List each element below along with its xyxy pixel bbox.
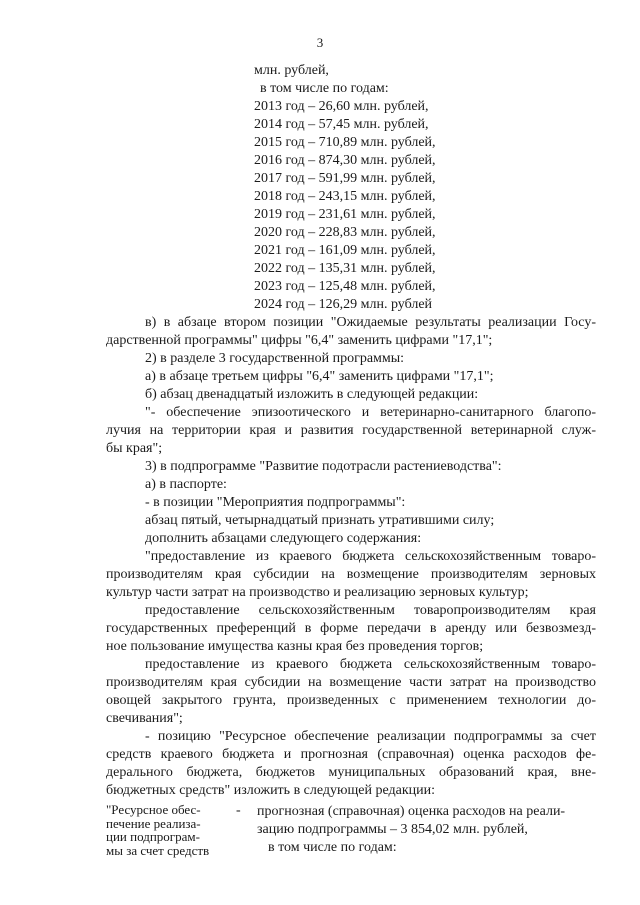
table-value-line: зацию подпрограммы – 3 854,02 млн. рублей, xyxy=(257,822,528,837)
year-line: 2016 год – 874,30 млн. рублей, xyxy=(254,153,436,168)
year-line: 2021 год – 161,09 млн. рублей, xyxy=(254,243,436,258)
year-line: 2018 год – 243,15 млн. рублей, xyxy=(254,189,436,204)
paragraph-line: производителям края субсидии на возмещение части затрат на производство xyxy=(106,675,596,690)
year-line: 2015 год – 710,89 млн. рублей, xyxy=(254,135,436,150)
paragraph-line: а) в паспорте: xyxy=(145,477,227,492)
paragraph-line: "предоставление из краевого бюджета сельскохозяйственным товаро- xyxy=(145,549,596,564)
table-value-line: в том числе по годам: xyxy=(268,840,397,855)
paragraph-line: 2) в разделе 3 государственной программы: xyxy=(145,351,405,366)
paragraph-line: дополнить абзацами следующего содержания: xyxy=(145,531,422,546)
paragraph-line: - в позиции "Мероприятия подпрограммы": xyxy=(145,495,406,510)
paragraph-line: бы края"; xyxy=(106,441,163,456)
paragraph-line: дерального бюджета, бюджетов муниципальных образований края, вне- xyxy=(106,765,596,780)
paragraph-line: предоставление сельскохозяйственным товаропроизводителям края xyxy=(145,603,596,618)
paragraph-line: 3) в подпрограмме "Развитие подотрасли растениеводства": xyxy=(145,459,502,474)
table-position-line: ции подпрограм- xyxy=(106,829,200,844)
amount-unit-line: млн. рублей, xyxy=(254,63,329,78)
year-line: 2023 год – 125,48 млн. рублей, xyxy=(254,279,436,294)
year-line: 2024 год – 126,29 млн. рублей xyxy=(254,297,433,312)
paragraph-line: дарственной программы" цифры "6,4" заменить цифрами "17,1"; xyxy=(106,333,493,348)
table-value-line: прогнозная (справочная) оценка расходов на реали- xyxy=(257,804,566,819)
year-line: 2019 год – 231,61 млн. рублей, xyxy=(254,207,436,222)
table-position-line: "Ресурсное обес- xyxy=(106,802,201,817)
year-line: 2014 год – 57,45 млн. рублей, xyxy=(254,117,429,132)
paragraph-line: бюджетных средств" изложить в следующей редакции: xyxy=(106,783,436,798)
paragraph-line: культур части затрат на производство и реализацию зерновых культур; xyxy=(106,585,529,600)
paragraph-line: ное пользование имущества казны края без проведения торгов; xyxy=(106,639,484,654)
table-dash: - xyxy=(236,803,241,818)
paragraph-line: лучия на территории края и развития государственной ветеринарной служ- xyxy=(106,423,596,438)
paragraph-line: свечивания"; xyxy=(106,711,183,726)
paragraph-line: средств краевого бюджета и прогнозная (справочная) оценка расходов фе- xyxy=(106,747,596,762)
paragraph-line: в) в абзаце втором позиции "Ожидаемые результаты реализации Госу- xyxy=(145,315,596,330)
paragraph-line: овощей закрытого грунта, произведенных с применением технологии до- xyxy=(106,693,596,708)
page-number: 3 xyxy=(316,35,324,50)
paragraph-line: предоставление из краевого бюджета сельскохозяйственным товаро- xyxy=(145,657,596,672)
by-years-heading: в том числе по годам: xyxy=(260,81,389,96)
paragraph-line: производителям края субсидии на возмещение производителям зерновых xyxy=(106,567,596,582)
paragraph-line: б) абзац двенадцатый изложить в следующей редакции: xyxy=(145,387,479,402)
paragraph-line: а) в абзаце третьем цифры "6,4" заменить цифрами "17,1"; xyxy=(145,369,494,384)
paragraph-line: - позицию "Ресурсное обеспечение реализации подпрограммы за счет xyxy=(145,729,596,744)
table-position-line: печение реализа- xyxy=(106,815,201,831)
table-position-cell xyxy=(106,803,234,857)
paragraph-line: "- обеспечение эпизоотического и ветеринарно-санитарного благопо- xyxy=(145,405,596,420)
paragraph-line: государственных преференций в форме передачи в аренду или безвозмезд- xyxy=(106,621,596,636)
year-line: 2017 год – 591,99 млн. рублей, xyxy=(254,171,436,186)
year-line: 2013 год – 26,60 млн. рублей, xyxy=(254,99,429,114)
paragraph-line: абзац пятый, четырнадцатый признать утратившими силу; xyxy=(145,513,495,528)
year-line: 2022 год – 135,31 млн. рублей, xyxy=(254,261,436,276)
table-position-line: мы за счет средств xyxy=(106,842,210,858)
year-line: 2020 год – 228,83 млн. рублей, xyxy=(254,225,436,240)
